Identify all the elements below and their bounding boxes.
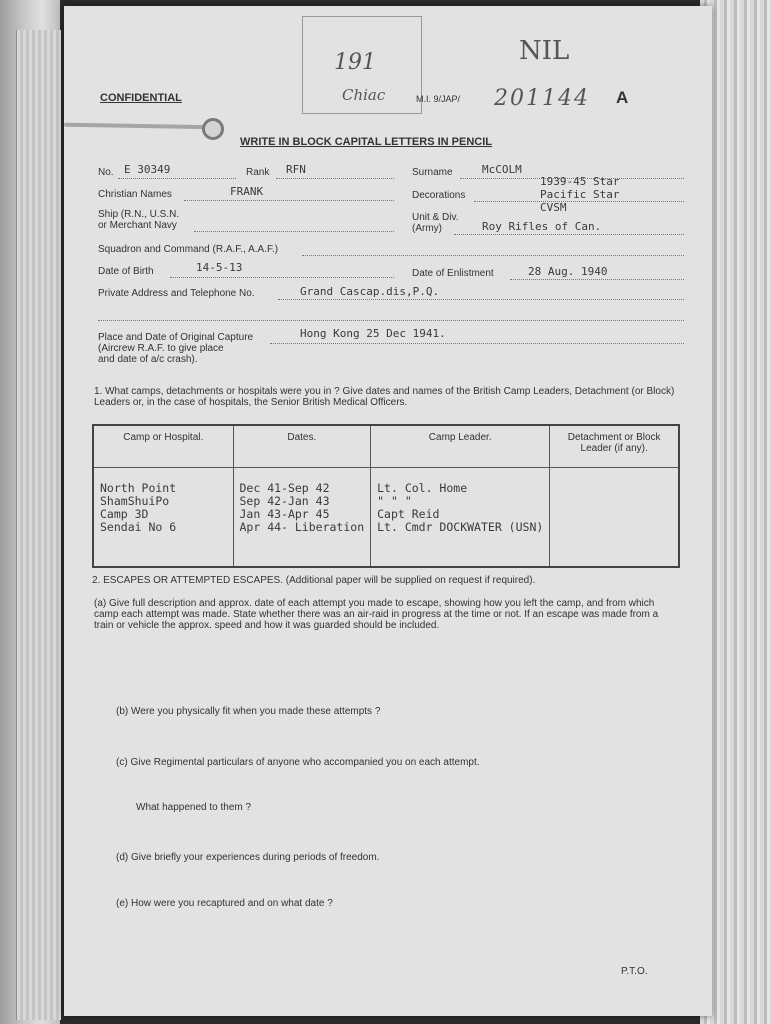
address-label: Private Address and Telephone No. (98, 288, 255, 299)
leader-entry: Lt. Cmdr DOCKWATER (USN) (377, 520, 544, 534)
question-2-heading: 2. ESCAPES OR ATTEMPTED ESCAPES. (Additional paper will be supplied on request if required). (92, 575, 536, 586)
binder-spine (16, 30, 61, 1020)
file-number: 201144 (494, 86, 590, 111)
question-2e: (e) How were you recaptured and on what date ? (116, 898, 333, 909)
leader-entry: Capt Reid (377, 507, 440, 521)
capture-label: Place and Date of Original Capture (98, 332, 254, 343)
detachment-cell (550, 468, 679, 568)
date-entry: Jan 43-Apr 45 (239, 507, 330, 521)
surname-value: McCOLM (482, 163, 522, 176)
question-2c: (c) Give Regimental particulars of anyone who accompanied you on each attempt. (116, 757, 480, 768)
capture-value: Hong Kong 25 Dec 1941. (300, 327, 446, 340)
instruction-heading: WRITE IN BLOCK CAPITAL LETTERS IN PENCIL (240, 136, 492, 148)
column-header: Camp or Hospital. (93, 425, 233, 468)
stamp-initials: Chiac (342, 86, 386, 104)
mi-reference: M.I. 9/JAP/ (416, 94, 461, 104)
confidential-label: CONFIDENTIAL (100, 92, 182, 104)
decoration-item: 1939-45 Star (540, 175, 620, 188)
column-header: Dates. (233, 425, 371, 468)
unit-value: Roy Rifles of Can. (482, 220, 602, 233)
stamp-number: 191 (334, 50, 376, 75)
nil-annotation: NIL (519, 36, 570, 66)
enlistment-value: 28 Aug. 1940 (528, 265, 608, 278)
decoration-item: Pacific Star (540, 188, 620, 201)
camps-cell (93, 468, 233, 568)
date-entry: Dec 41-Sep 42 (239, 481, 330, 495)
leader-entry: " " " (377, 494, 412, 508)
rank-value: RFN (286, 163, 306, 176)
unit-label-continued: (Army) (412, 223, 442, 234)
leaders-cell (371, 468, 550, 568)
camp-entry: North Point (100, 481, 177, 495)
column-header: Camp Leader. (371, 425, 550, 468)
question-2b: (b) Were you physically fit when you made these attempts ? (116, 706, 381, 717)
enlistment-label: Date of Enlistment (412, 268, 494, 279)
squadron-label: Squadron and Command (R.A.F., A.A.F.) (98, 244, 279, 255)
capture-note-continued: and date of a/c crash). (98, 354, 198, 365)
camp-entry: Sendai No 6 (100, 520, 177, 534)
ship-label-continued: or Merchant Navy (98, 220, 177, 231)
surname-label: Surname (412, 167, 453, 178)
pto-label: P.T.O. (621, 966, 648, 977)
ship-label: Ship (R.N., U.S.N. (98, 209, 180, 220)
address-value: Grand Cascap.dis,P.Q. (300, 285, 440, 298)
dates-cell (233, 468, 371, 568)
christian-names-label: Christian Names (98, 189, 172, 200)
camp-entry: Camp 3D (100, 507, 149, 521)
camps-table (92, 424, 680, 568)
camp-entry: ShamShuiPo (100, 494, 170, 508)
dob-value: 14-5-13 (196, 261, 243, 274)
binding-string (64, 123, 214, 130)
capture-note: (Aircrew R.A.F. to give place (98, 343, 224, 354)
question-2a: (a) Give full description and approx. date of each attempt you made to escape, showing how you left the camp, and from which camp each attempt was made. State whether there was an air-raid in progress at the time or not. If an escape was made from a train or vehicle the approx. speed and how it was guarded should be included. (94, 598, 659, 631)
question-2d: (d) Give briefly your experiences during periods of freedom. (116, 852, 380, 863)
leader-entry: Lt. Col. Home (377, 481, 468, 495)
date-entry: Apr 44- Liberation (239, 520, 365, 534)
questionnaire-page (64, 6, 712, 1016)
unit-label: Unit & Div. (412, 212, 459, 223)
decorations-label: Decorations (412, 190, 466, 201)
rank-label: Rank (246, 167, 270, 178)
dob-label: Date of Birth (98, 266, 154, 277)
date-entry: Sep 42-Jan 43 (239, 494, 330, 508)
service-number: E 30349 (124, 163, 171, 176)
question-2c-followup: What happened to them ? (136, 802, 252, 813)
grommet-icon (202, 118, 224, 140)
column-header: Detachment or Block Leader (if any). (550, 425, 679, 468)
no-label: No. (98, 167, 114, 178)
christian-names-value: FRANK (230, 185, 264, 198)
decoration-item: CVSM (540, 201, 567, 214)
question-1: 1. What camps, detachments or hospitals were you in ? Give dates and names of the British Camp Leaders, Detachment (or Block) Leaders or, in the case of hospitals, the Senior British Medical Officers. (94, 386, 675, 408)
file-suffix: A (616, 88, 629, 107)
